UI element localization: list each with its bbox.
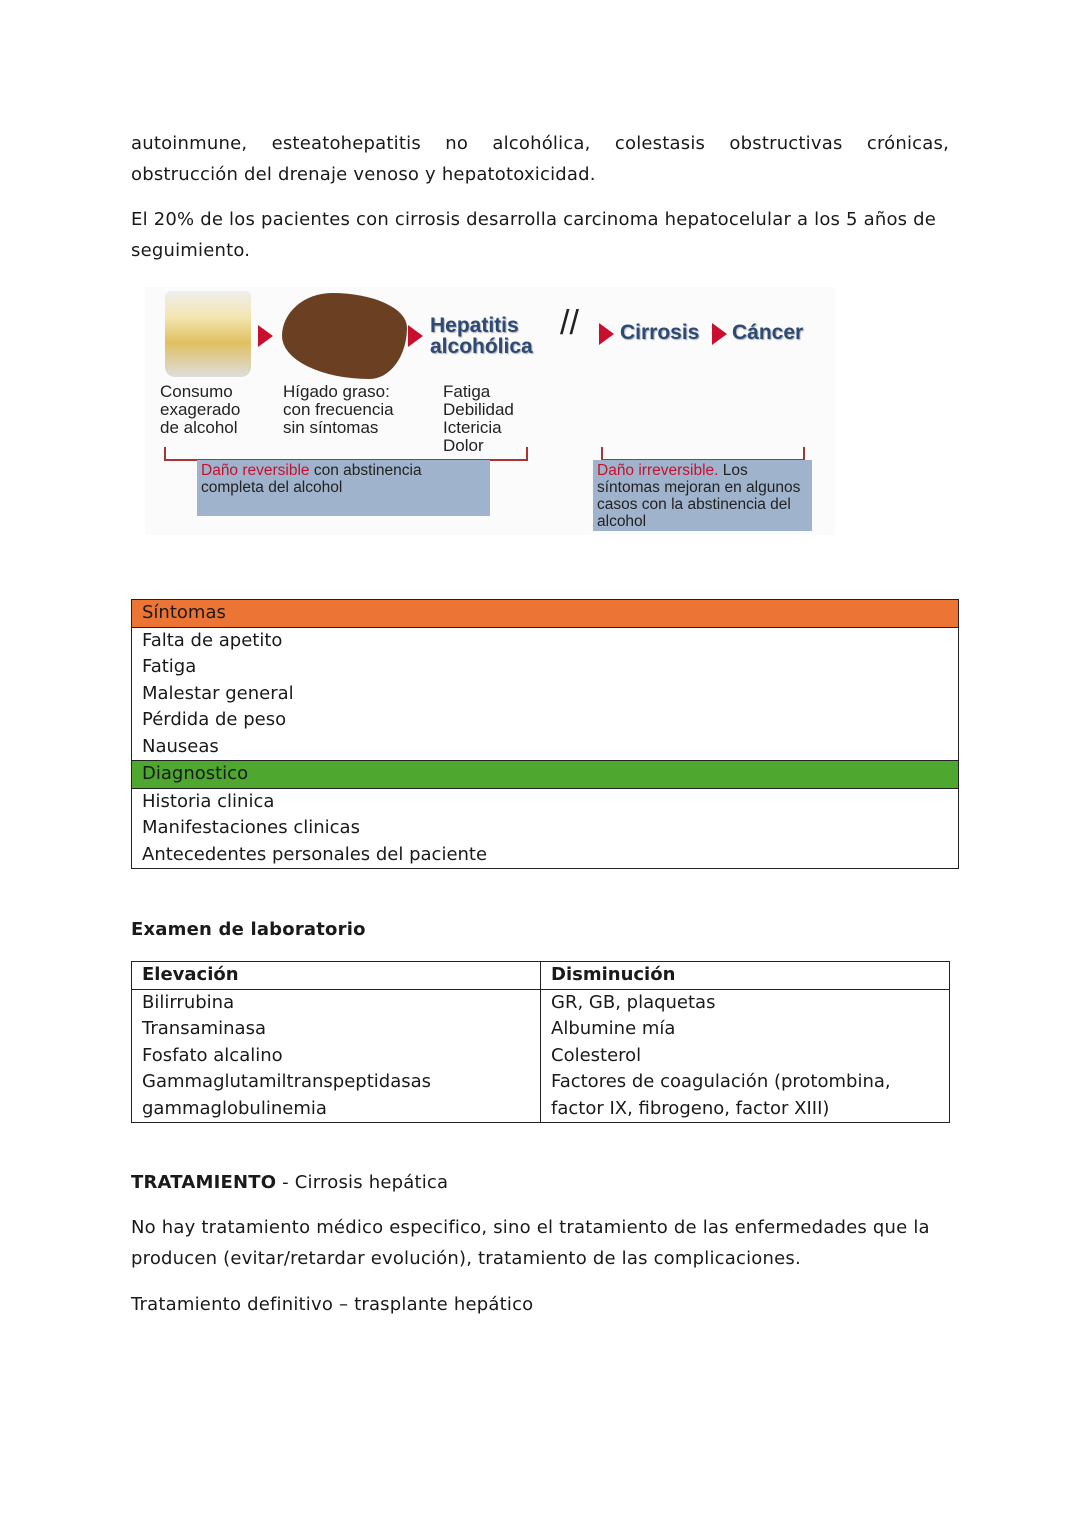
cirrosis-label: Cirrosis	[620, 321, 700, 344]
whisky-glass-icon	[165, 291, 251, 377]
symptoms-diagnosis-table	[131, 599, 959, 869]
alcohol-liver-disease-figure	[145, 287, 835, 535]
break-mark: //	[560, 304, 579, 342]
lab-title: Examen de laboratorio	[131, 919, 366, 940]
stage2-text: Hígado graso: con frecuencia sin síntomas	[283, 382, 394, 437]
liver-icon	[282, 293, 407, 379]
intro-line-1: autoinmune, esteatohepatitis no alcohólica, colestasis obstructivas crónicas,	[131, 133, 949, 154]
cancer-label: Cáncer	[732, 321, 804, 344]
lab-table	[131, 961, 950, 1123]
irreversible-box: Daño irreversible. Los síntomas mejoran en algunos casos con la abstinencia del alcohol	[593, 460, 812, 531]
elevation-list: Bilirrubina Transaminasa Fosfato alcalino Gammaglutamiltranspeptidasas gammaglobulinemia	[132, 989, 541, 1123]
bracket-reversible	[164, 447, 528, 461]
stage3-text: Fatiga Debilidad Ictericia Dolor	[443, 382, 514, 455]
cancer-paragraph: El 20% de los pacientes con cirrosis desarrolla carcinoma hepatocelular a los 5 años de seguimiento.	[131, 209, 937, 261]
symptoms-header: Síntomas	[132, 600, 959, 628]
arrow-icon	[258, 325, 273, 347]
arrow-icon	[408, 325, 423, 347]
decrease-header: Disminución	[541, 962, 950, 990]
arrow-icon	[712, 323, 727, 345]
diagnosis-header: Diagnostico	[132, 761, 959, 789]
elevation-header: Elevación	[132, 962, 541, 990]
reversible-box: Daño reversible con abstinencia completa del alcohol	[197, 460, 490, 516]
stage1-text: Consumo exagerado de alcohol	[160, 382, 241, 437]
intro-line-2: obstrucción del drenaje venoso y hepatotoxicidad.	[131, 164, 596, 185]
treatment-paragraph: No hay tratamiento médico especifico, sino el tratamiento de las enfermedades que la producen (evitar/retardar evolución), tratamiento de las complicaciones.	[131, 1217, 930, 1269]
hepatitis-title: Hepatitis alcohólica	[430, 314, 533, 358]
treatment-heading: TRATAMIENTO - Cirrosis hepática	[131, 1172, 449, 1193]
decrease-list: GR, GB, plaquetas Albumine mía Colesterol Factores de coagulación (protombina, factor IX, fibrogeno, factor XIII)	[541, 989, 950, 1123]
diagnosis-list: Historia clinica Manifestaciones clinicas Antecedentes personales del paciente	[132, 788, 959, 869]
symptoms-list: Falta de apetito Fatiga Malestar general Pérdida de peso Nauseas	[132, 627, 959, 761]
definitive-treatment: Tratamiento definitivo – trasplante hepático	[131, 1294, 534, 1315]
arrow-icon	[599, 323, 614, 345]
bracket-irreversible	[601, 447, 805, 461]
